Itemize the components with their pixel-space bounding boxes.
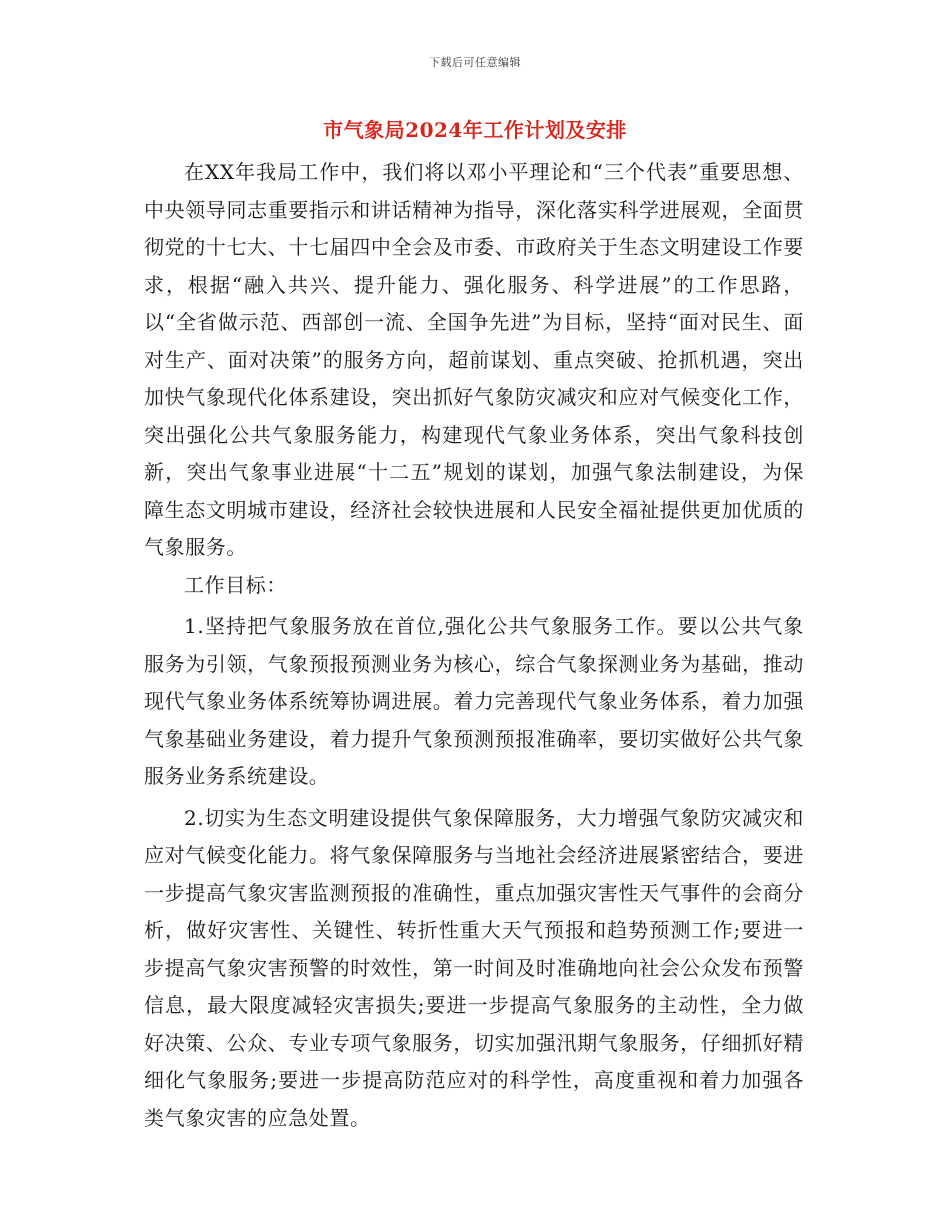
paragraph-work-goals-heading: 工作目标： [184,572,287,597]
document-title: 市气象局2024年工作计划及安排 [323,118,627,142]
paragraph-goal-1: 1.坚持把气象服务放在首位,强化公共气象服务工作。要以公共气象服务为引领，气象预报预测业务为核心，综合气象探测业务为基础，推动现代气象业务体系统筹协调进展。着力完善现代气象业务体系，着力加强气象基础业务建设，着力提升气象预测预报准确率，要切实做好公共气象服务业务系统建设。 [144,614,804,788]
paragraph-intro: 在XX年我局工作中，我们将以邓小平理论和“三个代表”重要思想、中央领导同志重要指示和讲话精神为指导，深化落实科学进展观，全面贯彻党的十七大、十七届四中全会及市委、市政府关于生态文明建设工作要求，根据“融入共兴、提升能力、强化服务、科学进展”的工作思路，以“全省做示范、西部创一流、全国争先进”为目标，坚持“面对民生、面对生产、面对决策”的服务方向，超前谋划、重点突破、抢抓机遇，突出加快气象现代化体系建设，突出抓好气象防灾减灾和应对气候变化工作，突出强化公共气象服务能力，构建现代气象业务体系，突出气象科技创新，突出气象事业进展“十二五”规划的谋划，加强气象法制建设，为保障生态文明城市建设，经济社会较快进展和人民安全福祉提供更加优质的气象服务。 [144,160,804,559]
header-note: 下载后可任意编辑 [429,56,521,69]
document-body [144,154,804,1137]
paragraph-goal-2: 2.切实为生态文明建设提供气象保障服务，大力增强气象防灾减灾和应对气候变化能力。将气象保障服务与当地社会经济进展紧密结合，要进一步提高气象灾害监测预报的准确性，重点加强灾害性天气事件的会商分析，做好灾害性、关键性、转折性重大天气预报和趋势预测工作;要进一步提高气象灾害预警的时效性，第一时间及时准确地向社会公众发布预警信息，最大限度减轻灾害损失;要进一步提高气象服务的主动性，全力做好决策、公众、专业专项气象服务，切实加强汛期气象服务，仔细抓好精细化气象服务;要进一步提高防范应对的科学性，高度重视和着力加强各类气象灾害的应急处置。 [144,805,804,1130]
